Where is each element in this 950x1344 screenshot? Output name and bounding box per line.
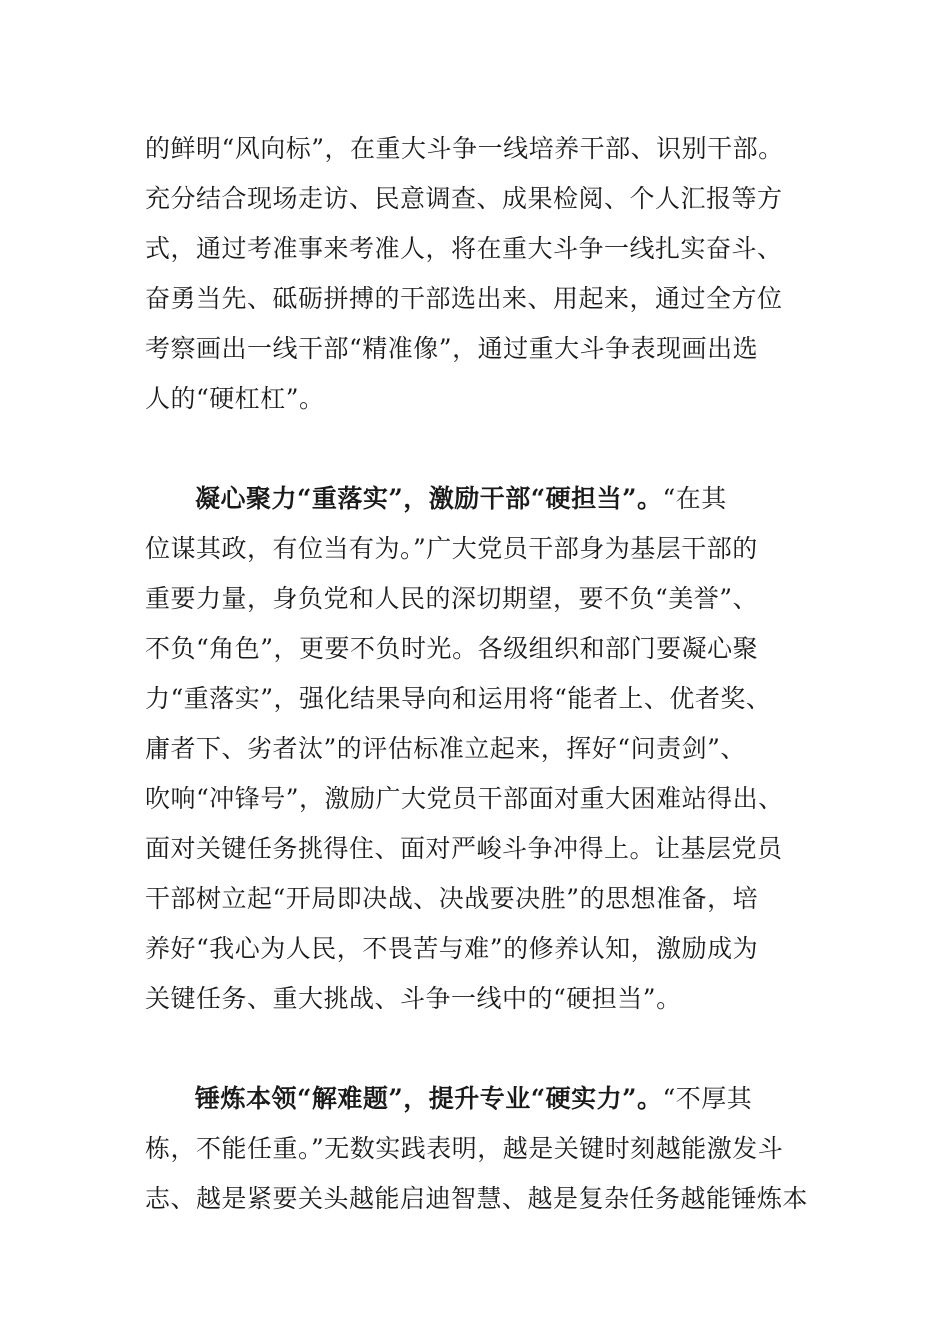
text-line: 不负“角色”，更要不负时光。各级组织和部门要凝心聚 <box>145 634 759 663</box>
paragraph-2 <box>145 474 810 1024</box>
text-line: 考察画出一线干部“精准像”，通过重大斗争表现画出选 <box>145 334 759 363</box>
text-line: 式，通过考准事来考准人，将在重大斗争一线扎实奋斗、 <box>145 234 783 263</box>
paragraph-heading: 凝心聚力“重落实”，激励干部“硬担当”。 <box>195 484 663 513</box>
text-line: 栋，不能任重。”无数实践表明，越是关键时刻越能激发斗 <box>145 1134 784 1163</box>
text-line: 志、越是紧要关头越能启迪智慧、越是复杂任务越能锤炼本 <box>145 1184 809 1213</box>
text-line: 位谋其政，有位当有为。”广大党员干部身为基层干部的 <box>145 534 758 563</box>
paragraph-first-line <box>145 474 810 524</box>
paragraph-1 <box>145 124 810 424</box>
heading-continuation: “在其 <box>662 484 727 513</box>
heading-continuation: “不厚其 <box>662 1084 753 1113</box>
text-line: 吹响“冲锋号”，激励广大党员干部面对重大困难站得出、 <box>145 784 784 813</box>
paragraph-heading: 锤炼本领“解难题”，提升专业“硬实力”。 <box>195 1084 663 1113</box>
paragraph-3 <box>145 1074 810 1224</box>
text-line: 力“重落实”，强化结果导向和运用将“能者上、优者奖、 <box>145 684 772 713</box>
text-line: 的鲜明“风向标”，在重大斗争一线培养干部、识别干部。 <box>145 134 784 163</box>
text-line: 关键任务、重大挑战、斗争一线中的“硬担当”。 <box>145 984 682 1013</box>
text-line: 重要力量，身负党和人民的深切期望，要不负“美誉”、 <box>145 584 759 613</box>
text-line: 奋勇当先、砥砺拼搏的干部选出来、用起来，通过全方位 <box>145 284 783 313</box>
text-line: 充分结合现场走访、民意调查、成果检阅、个人汇报等方 <box>145 184 783 213</box>
text-line: 庸者下、劣者汰”的评估标准立起来，挥好“问责剑”、 <box>145 734 746 763</box>
text-line: 干部树立起“开局即决战、决战要决胜”的思想准备，培 <box>145 884 759 913</box>
paragraph-first-line <box>145 1074 810 1124</box>
text-line: 面对关键任务挑得住、面对严峻斗争冲得上。让基层党员 <box>145 834 783 863</box>
text-line: 人的“硬杠杠”。 <box>145 384 325 413</box>
text-line: 养好“我心为人民，不畏苦与难”的修养认知，激励成为 <box>145 934 759 963</box>
